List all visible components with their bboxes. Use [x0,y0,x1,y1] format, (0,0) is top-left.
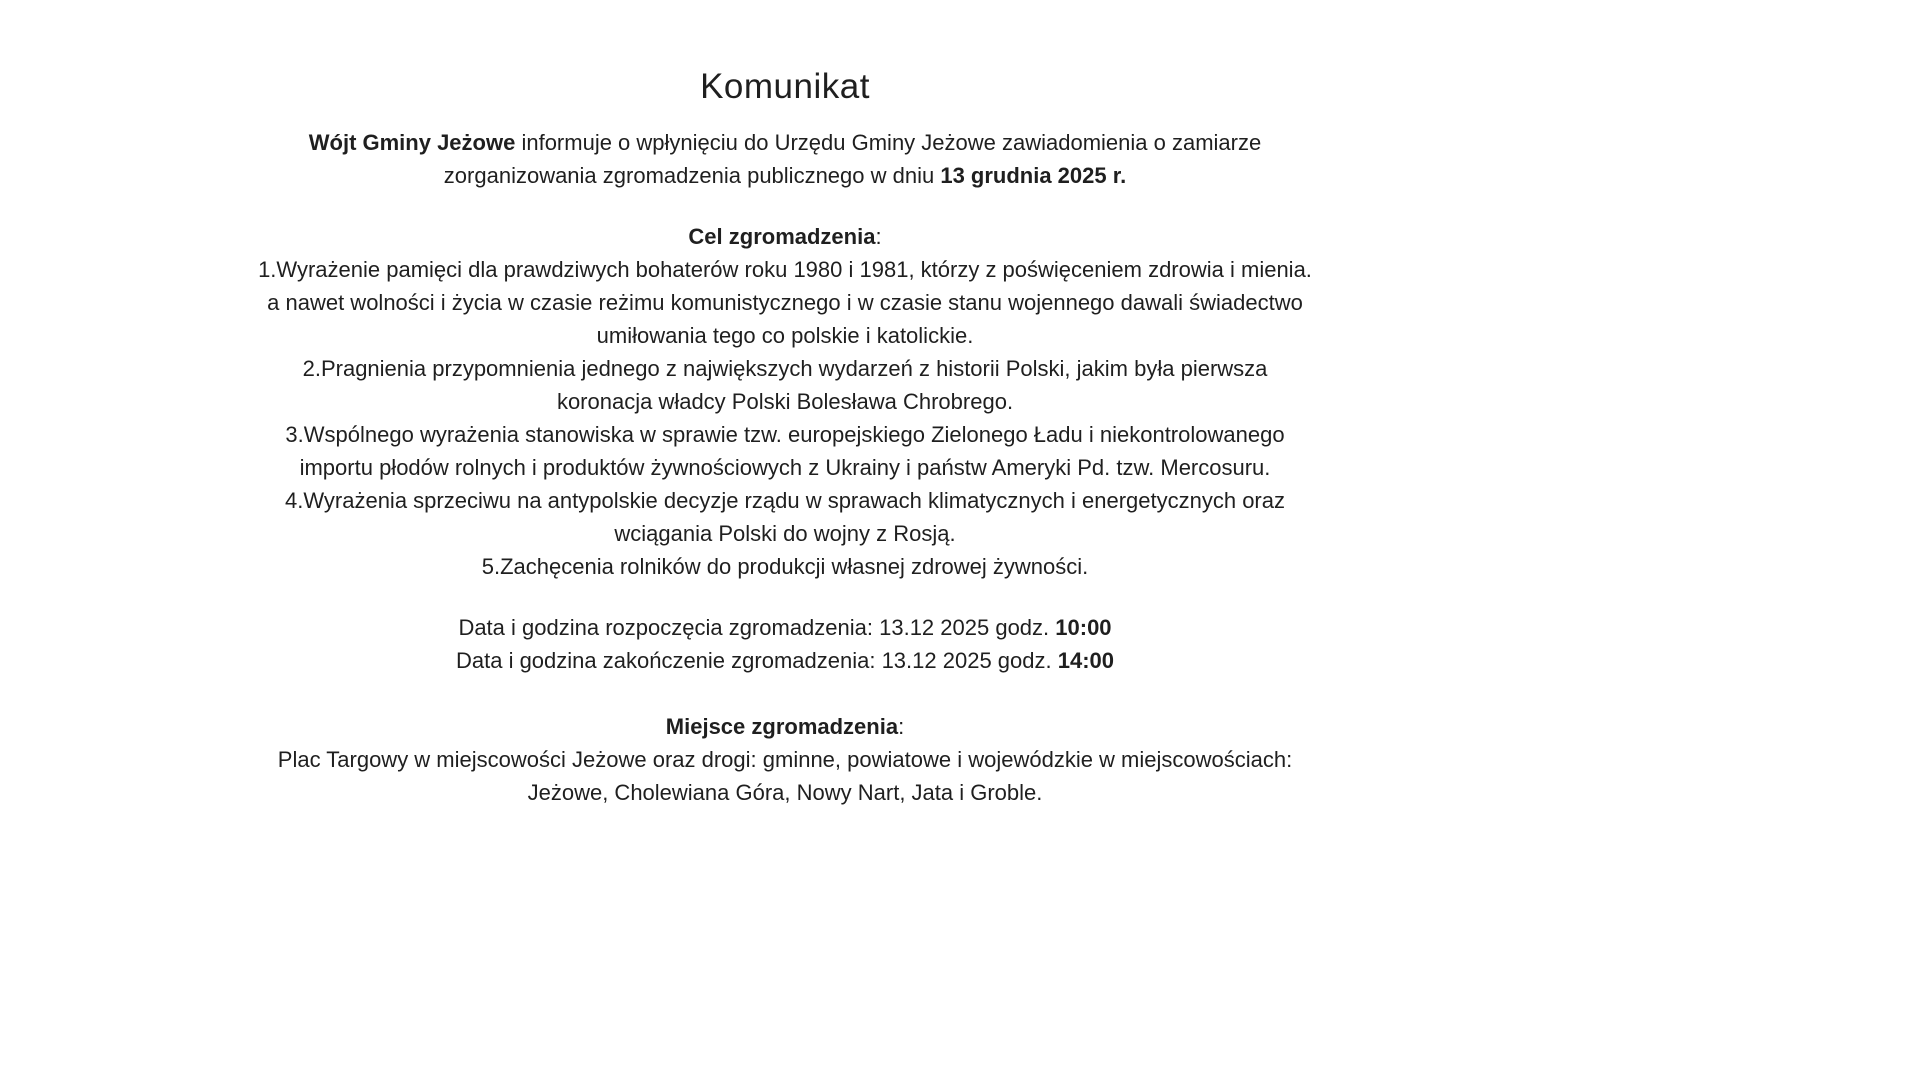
place-heading-colon: : [898,714,905,739]
goals-list [185,253,1385,583]
goals-heading [185,220,1385,253]
announcement-document [185,63,1385,809]
schedule-end-line [185,644,1385,677]
goal-line: 2.Pragnienia przypomnienia jednego z największych wydarzeń z historii Polski, jakim była pierwsza [302,356,1268,381]
goal-line: 5.Zachęcenia rolników do produkcji własnej zdrowej żywności. [481,554,1089,579]
goal-line: 1.Wyrażenie pamięci dla prawdziwych bohaterów roku 1980 i 1981, którzy z poświęceniem zdrowia i mienia. [258,257,1312,282]
place-section [185,743,1385,809]
schedule-start-time: 10:00 [1055,615,1112,640]
intro-line-1-text: informuje o wpłynięciu do Urzędu Gminy Jeżowe zawiadomienia o zamiarze [515,130,1262,155]
goal-line: wciągania Polski do wojny z Rosją. [614,521,956,546]
goal-line: umiłowania tego co polskie i katolickie. [596,323,974,348]
goals-heading-text: Cel zgromadzenia [688,224,876,249]
goal-line: koronacja władcy Polski Bolesława Chrobrego. [556,389,1014,414]
intro-paragraph [185,126,1385,192]
intro-line-2-text: zorganizowania zgromadzenia publicznego w dniu [443,163,941,188]
page-title: Komunikat [700,67,870,106]
intro-issuer: Wójt Gminy Jeżowe [308,130,516,155]
goal-line: a nawet wolności i życia w czasie reżimu komunistycznego i w czasie stanu wojennego dawali świadectwo [267,290,1303,315]
intro-line-1 [185,126,1385,159]
schedule-start-line [185,611,1385,644]
intro-event-date: 13 grudnia 2025 r. [940,163,1127,188]
goal-line: 4.Wyrażenia sprzeciwu na antypolskie decyzje rządu w sprawach klimatycznych i energetycznych oraz [284,488,1285,513]
goal-line: importu płodów rolnych i produktów żywnościowych z Ukrainy i państw Ameryki Pd. tzw. Mercosuru. [299,455,1271,480]
place-line: Jeżowe, Cholewiana Góra, Nowy Nart, Jata i Groble. [527,780,1043,805]
intro-line-2 [185,159,1385,192]
place-heading-text: Miejsce zgromadzenia [665,714,899,739]
place-heading [185,710,1385,743]
place-line: Plac Targowy w miejscowości Jeżowe oraz drogi: gminne, powiatowe i wojewódzkie w miejscowościach: [277,747,1293,772]
schedule-section [185,611,1385,677]
schedule-start-label: Data i godzina rozpoczęcia zgromadzenia: 13.12 2025 godz. [458,615,1056,640]
schedule-end-time: 14:00 [1057,648,1114,673]
goals-heading-colon: : [875,224,882,249]
goal-line: 3.Wspólnego wyrażenia stanowiska w sprawie tzw. europejskiego Zielonego Ładu i niekontrolowanego [285,422,1285,447]
schedule-end-label: Data i godzina zakończenie zgromadzenia: 13.12 2025 godz. [455,648,1058,673]
